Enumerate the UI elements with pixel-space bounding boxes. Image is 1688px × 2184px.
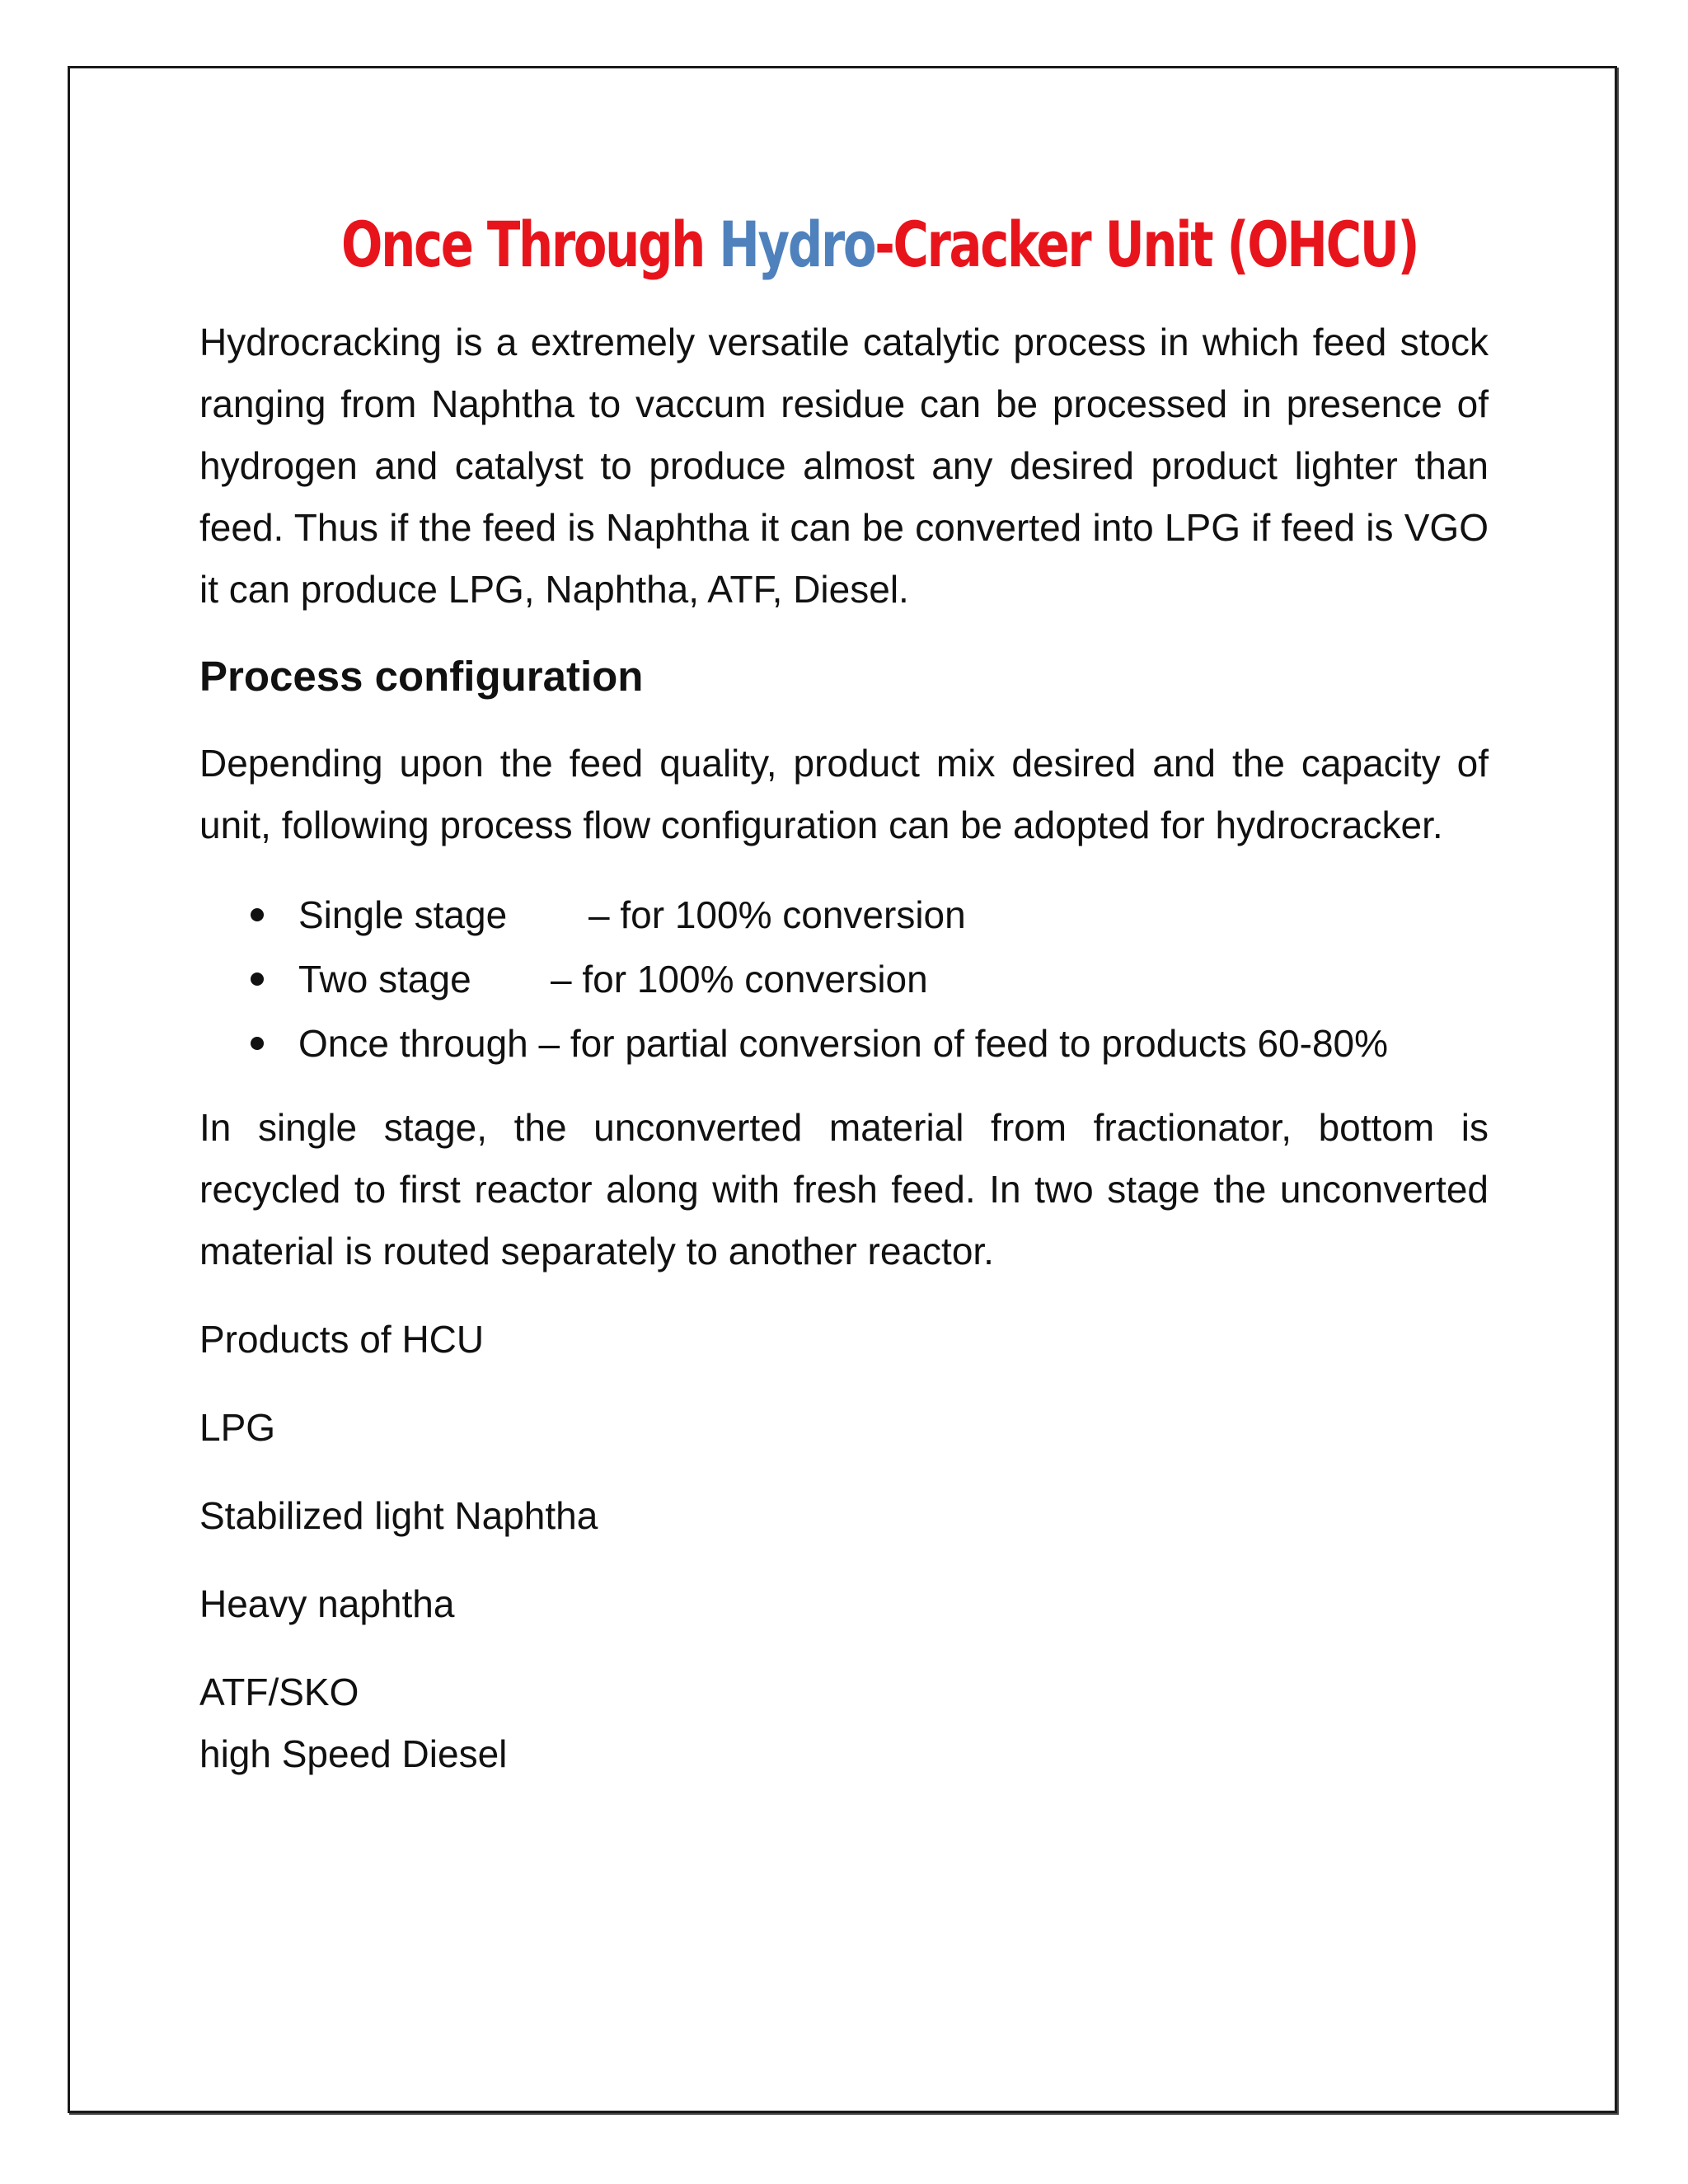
list-item [199, 1011, 1489, 1076]
bullet-icon [251, 908, 264, 921]
title-part-cracker-unit: -Cracker Unit (OHCU) [874, 208, 1418, 281]
config-term: Once through [298, 1022, 528, 1065]
intro-paragraph: Hydrocracking is a extremely versatile catalytic process in which feed stock ranging from Naphtha to vaccum residue can be processed in presence of hydrogen and catalyst to produce almost any desired product lighter than feed. Thus if the feed is Naphtha it can be converted into LPG if feed is VGO it can produce LPG, Naphtha, ATF, Diesel. [199, 321, 1489, 611]
configuration-list [199, 883, 1489, 1076]
config-desc: – for 100% conversion [551, 958, 928, 1001]
document-title [341, 199, 1418, 290]
product-item: ATF/SKO [199, 1671, 359, 1713]
product-item: LPG [199, 1406, 276, 1449]
product-item: Stabilized light Naphtha [199, 1494, 598, 1537]
config-desc: – for partial conversion of feed to products 60-80% [538, 1022, 1389, 1065]
list-item [199, 883, 1489, 947]
stage-paragraph: In single stage, the unconverted material from fractionator, bottom is recycled to first reactor along with fresh feed. In two stage the unconverted material is routed separately to another reactor. [199, 1106, 1489, 1272]
products-heading: Products of HCU [199, 1318, 485, 1361]
product-item: high Speed Diesel [199, 1732, 508, 1775]
list-item [199, 947, 1489, 1011]
config-desc: – for 100% conversion [588, 893, 966, 936]
title-part-once-through: Once Through [341, 208, 720, 281]
config-term: Single stage [298, 893, 508, 936]
product-item: Heavy naphtha [199, 1582, 455, 1625]
bullet-icon [251, 1037, 264, 1050]
title-part-hydro: Hydro [719, 208, 875, 281]
document-content [199, 190, 1489, 1785]
config-term: Two stage [298, 958, 471, 1001]
section-heading: Process configuration [199, 653, 644, 700]
config-paragraph: Depending upon the feed quality, product mix desired and the capacity of unit, following process flow configuration can be adopted for hydrocracker. [199, 742, 1489, 846]
bullet-icon [251, 972, 264, 986]
